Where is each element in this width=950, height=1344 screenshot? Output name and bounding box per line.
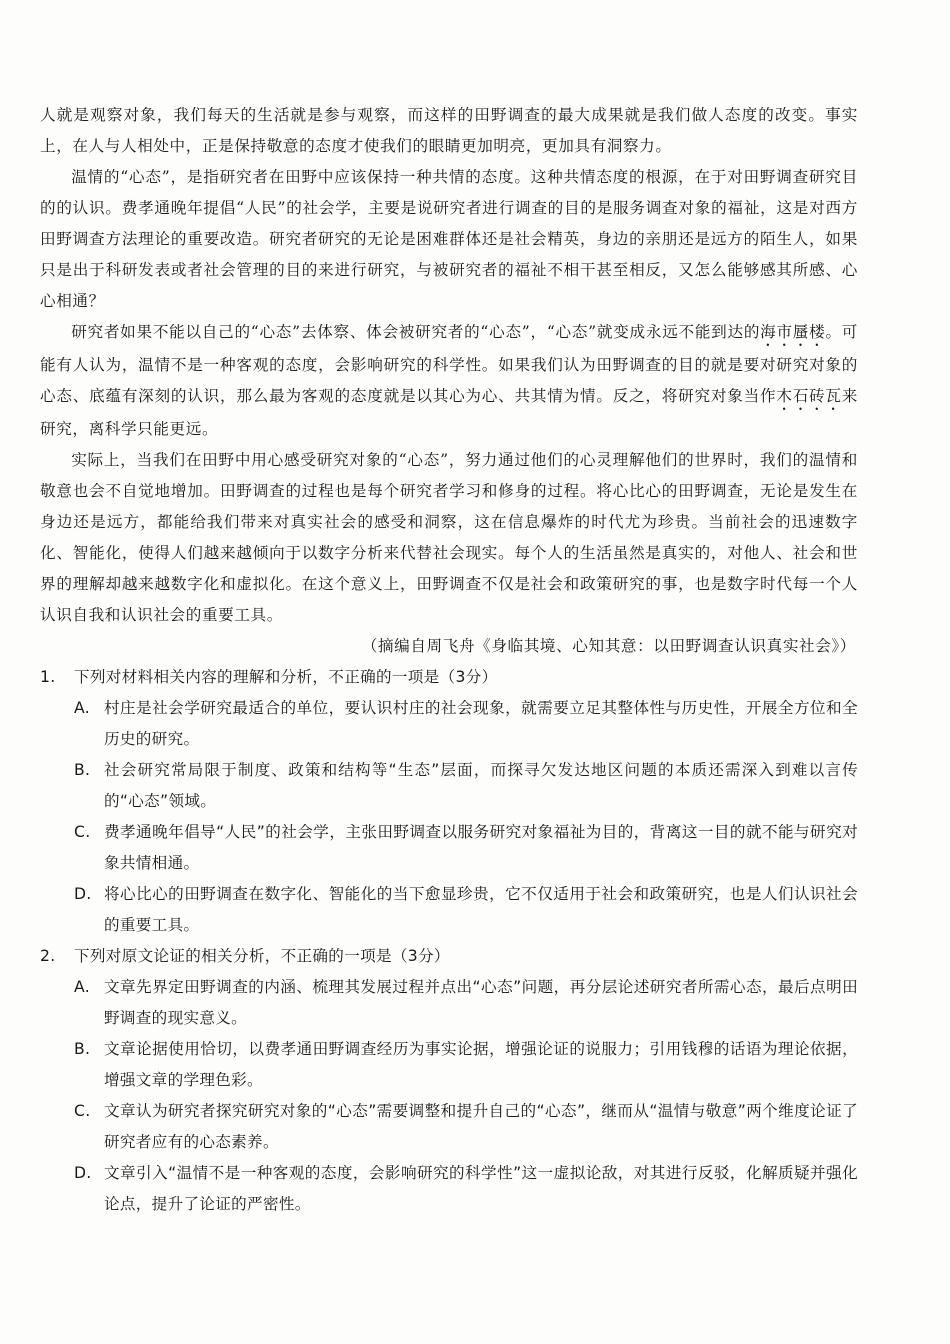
option-text: 社会研究常局限于制度、政策和结构等“生态”层面，而探寻欠发达地区问题的本质还需深入到难以言传的“心态”领域。 bbox=[104, 761, 858, 810]
option-letter: A. bbox=[74, 978, 90, 996]
passage-paragraph-3-part-c: 来研究，离科学只能更远。 bbox=[40, 387, 858, 438]
option-a bbox=[40, 972, 858, 1034]
option-text: 文章论据使用恰切，以费孝通田野调查经历为事实论据，增强论证的说服力；引用钱穆的话语为理论依据，增强文章的学理色彩。 bbox=[104, 1040, 858, 1089]
option-b bbox=[40, 1034, 858, 1096]
reading-passage bbox=[40, 100, 858, 662]
passage-paragraph-2: 温情的“心态”，是指研究者在田野中应该保持一种共情的态度。这种共情态度的根源，在于对田野调查研究目的的认识。费孝通晚年提倡“人民”的社会学，主要是说研究者进行调查的目的是服务调查对象的福祉，这是对西方田野调查方法理论的重要改造。研究者研究的无论是困难群体还是社会精英，身边的亲朋还是远方的陌生人，如果只是出于科研发表或者社会管理的目的来进行研究，与被研究者的福祉不相干甚至相反，又怎么能够感其所感、心心相通？ bbox=[40, 168, 858, 310]
passage-paragraph-4: 实际上，当我们在田野中用心感受研究对象的“心态”，努力通过他们的心灵理解他们的世界时，我们的温情和敬意也会不自觉地增加。田野调查的过程也是每个研究者学习和修身的过程。将心比心的田野调查，无论是发生在身边还是远方，都能给我们带来对真实社会的感受和洞察，这在信息爆炸的时代尤为珍贵。当前社会的迅速数字化、智能化，使得人们越来越倾向于以数字分析来代替社会现实。每个人的生活虽然是真实的，对他人、社会和世界的理解却越来越数字化和虚拟化。在这个意义上，田野调查不仅是社会和政策研究的事，也是数字时代每一个人认识自我和认识社会的重要工具。 bbox=[40, 451, 858, 624]
option-d bbox=[40, 879, 858, 941]
emphasized-phrase-mirage: 海市蜃楼 bbox=[760, 323, 826, 341]
option-letter: A. bbox=[74, 699, 90, 717]
option-b bbox=[40, 755, 858, 817]
question-stem bbox=[40, 662, 858, 693]
question-1 bbox=[40, 662, 858, 941]
option-letter: B. bbox=[74, 761, 91, 779]
option-text: 将心比心的田野调查在数字化、智能化的当下愈显珍贵，它不仅适用于社会和政策研究，也是人们认识社会的重要工具。 bbox=[104, 885, 858, 934]
question-number: 1. bbox=[40, 668, 56, 686]
questions-section bbox=[40, 662, 858, 1220]
emphasized-phrase-bricks: 木石砖瓦 bbox=[776, 387, 842, 405]
option-c bbox=[40, 817, 858, 879]
passage-source: （摘编自周飞舟《身临其境、心知其意：以田野调查认识真实社会》） bbox=[361, 637, 856, 655]
passage-paragraph-1: 人就是观察对象，我们每天的生活就是参与观察，而这样的田野调查的最大成果就是我们做人态度的改变。事实上，在人与人相处中，正是保持敬意的态度才使我们的眼睛更加明亮，更加具有洞察力。 bbox=[40, 106, 858, 155]
option-text: 文章先界定田野调查的内涵、梳理其发展过程并点出“心态”问题，再分层论述研究者所需心态，最后点明田野调查的现实意义。 bbox=[104, 978, 858, 1027]
option-letter: D. bbox=[74, 1164, 92, 1182]
option-letter: C. bbox=[74, 823, 91, 841]
question-text: 下列对材料相关内容的理解和分析，不正确的一项是（3分） bbox=[74, 668, 498, 686]
option-text: 费孝通晚年倡导“人民”的社会学，主张田野调查以服务研究对象福祉为目的，背离这一目的就不能与研究对象共情相通。 bbox=[104, 823, 858, 872]
exam-page bbox=[40, 100, 858, 1220]
question-number: 2. bbox=[40, 947, 56, 965]
option-letter: C. bbox=[74, 1102, 91, 1120]
question-2 bbox=[40, 941, 858, 1220]
passage-paragraph-3 bbox=[40, 317, 858, 445]
question-stem bbox=[40, 941, 858, 972]
option-text: 文章认为研究者探究研究对象的“心态”需要调整和提升自己的“心态”，继而从“温情与敬意”两个维度论证了研究者应有的心态素养。 bbox=[104, 1102, 858, 1151]
option-text: 村庄是社会学研究最适合的单位，要认识村庄的社会现象，就需要立足其整体性与历史性，开展全方位和全历史的研究。 bbox=[104, 699, 858, 748]
option-c bbox=[40, 1096, 858, 1158]
option-a bbox=[40, 693, 858, 755]
option-letter: B. bbox=[74, 1040, 91, 1058]
option-text: 文章引入“温情不是一种客观的态度，会影响研究的科学性”这一虚拟论敌，对其进行反驳，化解质疑并强化论点，提升了论证的严密性。 bbox=[104, 1164, 858, 1213]
passage-paragraph-3-part-b: 。可能有人认为，温情不是一种客观的态度，会影响研究的科学性。如果我们认为田野调查的目的就是要对研究对象的心态、底蕴有深刻的认识，那么最为客观的态度就是以其心为心、共其情为情。反之，将研究对象当作 bbox=[40, 323, 858, 405]
option-d bbox=[40, 1158, 858, 1220]
question-text: 下列对原文论证的相关分析，不正确的一项是（3分） bbox=[74, 947, 450, 965]
option-letter: D. bbox=[74, 885, 92, 903]
passage-paragraph-3-part-a: 研究者如果不能以自己的“心态”去体察、体会被研究者的“心态”，“心态”就变成永远不能到达的 bbox=[71, 323, 761, 341]
